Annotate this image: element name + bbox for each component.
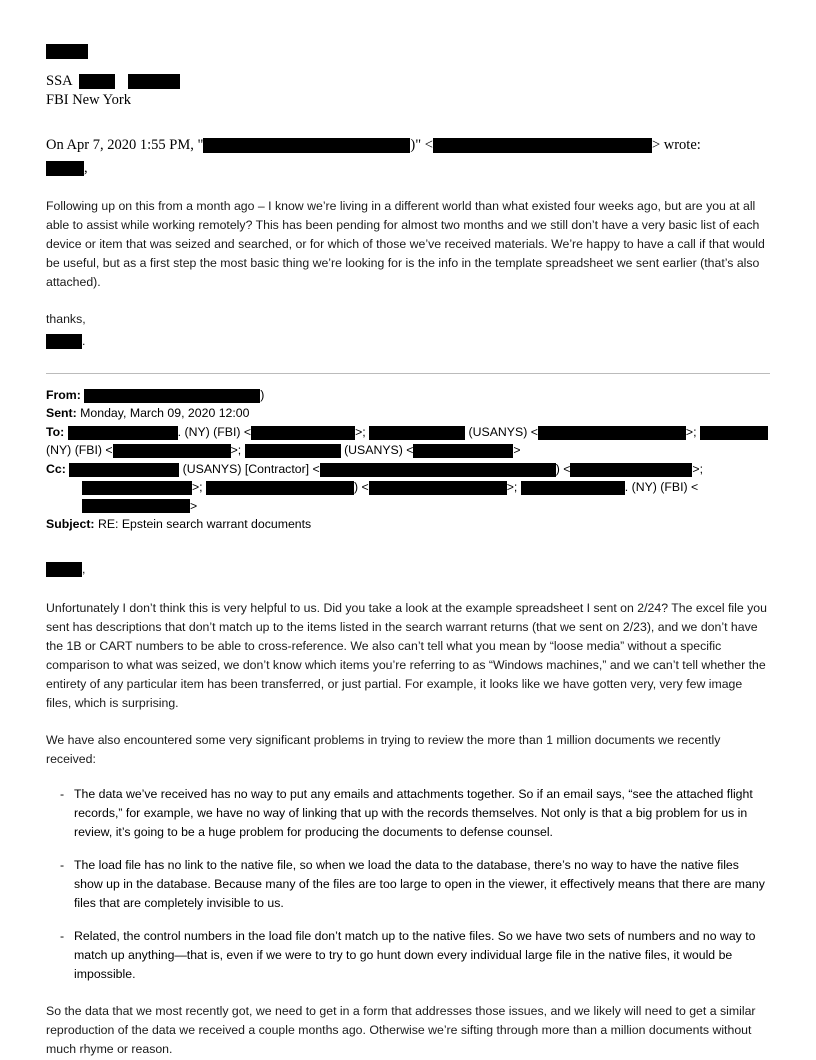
quote-comma: , <box>84 159 88 176</box>
bullet-text: The data we’ve received has no way to put any emails and attachments together. So if an email says, “see the attached flight records,” for example, we have no way of linking that up with the records themselves. Not only is that a big problem for us in review, it’s going to be a huge problem for producing the documents to defense counsel. <box>74 786 753 840</box>
cc-part-3: >; <box>192 480 203 495</box>
to-part-0: . (NY) (FBI) < <box>177 424 252 439</box>
subject-value: RE: Epstein search warrant documents <box>97 517 312 532</box>
to-part-4: (NY) (FBI) < <box>46 443 113 458</box>
redacted-to-1 <box>68 426 178 440</box>
redacted-cc-5 <box>206 481 354 495</box>
header-divider <box>46 373 770 374</box>
list-item <box>46 856 770 913</box>
bullet-text: Related, the control numbers in the load file don’t match up to the native files. So we have two sets of numbers and no way to match up anything—that is, even if we were to try to go hunt down every individual large file in the native files, it would be impossible. <box>74 929 756 982</box>
quoted-header-line <box>46 135 770 179</box>
email-header-block <box>46 386 770 534</box>
to-label: To: <box>46 424 65 439</box>
redacted-to-5 <box>700 426 768 440</box>
redacted-cc-6 <box>369 481 507 495</box>
redacted-cc-4 <box>82 481 192 495</box>
signature-block <box>46 42 770 111</box>
to-part-3: >; <box>685 424 697 439</box>
redacted-last-name <box>128 74 180 89</box>
redacted-sender-email <box>433 138 652 153</box>
cc-part-1: ) < <box>555 461 571 476</box>
to-part-5: >; <box>230 443 242 458</box>
redacted-cc-8 <box>82 499 190 513</box>
to-part-7: > <box>513 443 521 458</box>
salutation-comma: , <box>82 561 86 576</box>
cc-part-4: ) < <box>354 480 369 495</box>
closing-period: . <box>82 334 86 348</box>
redacted-first-name <box>79 74 115 89</box>
main-paragraph-1: Unfortunately I don’t think this is very helpful to us. Did you take a look at the example spreadsheet I sent on 2/24? The excel file you sent has descriptions that don’t match up to the items listed in the search warrant returns (that we sent on 2/23), and we don’t have the 1B or CART numbers to be able to cross-reference. We also can’t tell what you mean by “loose media” without a specific comparison to what was seized, we don’t know which items you’re referring to as “Windows machines,” and we can’t tell whether the entirety of any particular item has been transferred, or just partial. For example, it looks like we have gotten very, very few image files, which is surprising. <box>46 600 767 710</box>
subject-label: Subject: <box>46 517 95 532</box>
main-paragraph-2: We have also encountered some very significant problems in trying to review the more than 1 million documents we recently received: <box>46 732 721 766</box>
redacted-salutation-name <box>46 562 82 577</box>
to-part-6: (USANYS) < <box>344 443 414 458</box>
sent-value: Monday, March 09, 2020 12:00 <box>80 406 250 421</box>
redacted-to-8 <box>413 444 513 458</box>
list-item <box>46 785 770 842</box>
cc-part-0: (USANYS) [Contractor] < <box>182 461 320 476</box>
cc-part-7: > <box>190 498 198 513</box>
signature-office: FBI New York <box>46 92 132 109</box>
cc-part-5: >; <box>506 480 518 495</box>
signature-title-line <box>46 72 770 92</box>
reply-paragraph-1: Following up on this from a month ago – I know we’re living in a different world than what existed four weeks ago, but are you at all able to assist while working remotely? This has been pending for almost two months and we still don’t have a very basic list of each device or item that was seized and searched, or for which of those we’ve received materials. We’re happy to have a call if that would be useful, but as a first step the most basic thing we’re looking for is the info in the template spreadsheet we sent earlier (that’s also attached). <box>46 198 765 289</box>
reply-closing <box>46 310 770 351</box>
redacted-from-value <box>84 389 260 403</box>
header-cc-row <box>46 460 770 515</box>
bullet-marker: - <box>60 929 65 944</box>
bullet-marker: - <box>60 786 65 801</box>
redacted-closing-name <box>46 334 82 349</box>
redacted-to-3 <box>369 426 465 440</box>
redacted-cc-2 <box>320 463 556 477</box>
to-part-1: >; <box>355 424 366 439</box>
header-from-row <box>46 386 770 404</box>
bullet-marker: - <box>60 858 65 873</box>
to-part-2: (USANYS) < <box>468 424 538 439</box>
redacted-to-4 <box>538 426 686 440</box>
from-label: From: <box>46 388 81 403</box>
cc-label: Cc: <box>46 461 66 476</box>
list-item <box>46 927 770 984</box>
ssa-label: SSA <box>46 72 72 89</box>
quote-prefix: On Apr 7, 2020 1:55 PM, " <box>46 136 204 153</box>
header-to-row <box>46 423 770 460</box>
redacted-sender-name <box>203 138 410 153</box>
redacted-recipient-name <box>46 161 84 176</box>
header-sent-row <box>46 404 770 422</box>
salutation <box>46 560 770 579</box>
redacted-to-7 <box>245 444 341 458</box>
quote-mid1: )" < <box>410 136 433 153</box>
redacted-cc-3 <box>570 463 692 477</box>
bullet-list <box>46 785 770 984</box>
header-subject-row <box>46 515 770 533</box>
closing-text: thanks, <box>46 311 86 326</box>
cc-part-6: . (NY) (FBI) < <box>624 480 699 495</box>
bullet-text: The load file has no link to the native file, so when we load the data to the database, there’s no way to have the native files show up in the database. Because many of the files are too large to open in the viewer, it effectively means that there are many files that are completely invisible to us. <box>74 858 765 911</box>
cc-part-2: >; <box>692 461 703 476</box>
redacted-cc-7 <box>521 481 625 495</box>
redacted-to-2 <box>251 426 355 440</box>
main-paragraph-3: So the data that we most recently got, we need to get in a form that addresses those issues, and we likely will need to get a similar reproduction of the data we received a couple months ago. Otherwise we’re sifting through more than a million documents without much rhyme or reason. <box>46 1004 756 1057</box>
redacted-cc-1 <box>69 463 179 477</box>
sent-label: Sent: <box>46 406 77 421</box>
quote-mid2: > wrote: <box>651 136 701 153</box>
from-suffix: ) <box>260 388 265 403</box>
redacted-to-6 <box>113 444 231 458</box>
redacted-name-top <box>46 42 770 62</box>
